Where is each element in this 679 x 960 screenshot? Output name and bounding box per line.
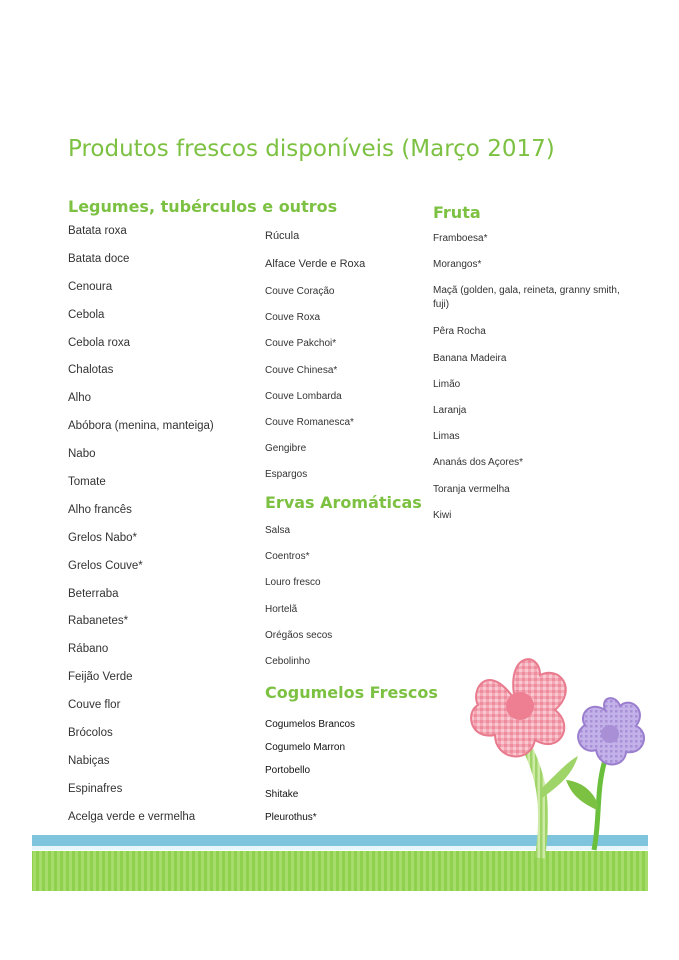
list-item: Acelga verde e vermelha [68, 810, 196, 823]
list-item: Nabiças [68, 754, 110, 767]
list-item: Maçã (golden, gala, reineta, granny smith, fuji) [433, 285, 620, 311]
list-item: Pêra Rocha [433, 326, 486, 338]
list-item: Kiwi [433, 509, 452, 521]
list-item: Framboesa* [433, 233, 488, 244]
list-item: Shitake [265, 788, 299, 800]
list-item: Batata doce [68, 252, 130, 265]
list-item: Feijão Verde [68, 671, 133, 684]
list-item: Rabanetes* [68, 615, 129, 628]
list-item: Hortelã [265, 603, 298, 615]
list-item: Alho francês [68, 503, 132, 516]
list-item: Laranja [433, 404, 467, 416]
list-item: Banana Madeira [433, 352, 507, 364]
list-item: Couve Pakchoi* [265, 338, 337, 350]
list-item: Alface Verde e Roxa [265, 258, 366, 270]
list-item: Couve Lombarda [265, 390, 342, 402]
list-item: Tomate [68, 476, 106, 489]
list-item: Brócolos [68, 727, 113, 740]
list-item: Cogumelos Brancos [265, 719, 356, 730]
list-item: Espinafres [68, 782, 123, 795]
list-item: Chalotas [68, 364, 114, 377]
ervas-heading: Ervas Aromáticas [265, 493, 422, 512]
purple-flower [566, 698, 644, 850]
list-item: Cebolinho [265, 655, 311, 667]
list-item: Coentros* [265, 551, 310, 563]
list-item: Cebola [68, 308, 105, 321]
list-item: Grelos Nabo* [68, 531, 138, 544]
list-item: Cebola roxa [68, 336, 131, 349]
cogumelos-heading: Cogumelos Frescos [265, 683, 438, 702]
list-item: Espargos [265, 469, 308, 481]
blue-band [32, 835, 648, 846]
list-item: Toranja vermelha [433, 483, 510, 495]
list-item: Orégãos secos [265, 629, 333, 641]
list-item: Nabo [68, 448, 96, 461]
list-item: Rúcula [265, 230, 300, 242]
list-item: Gengibre [265, 443, 307, 455]
list-item: Alho [68, 392, 92, 405]
list-item: Cogumelo Marron [265, 742, 346, 754]
list-item: Couve flor [68, 699, 121, 712]
list-item: Ananás dos Açores* [433, 457, 524, 469]
list-item: Grelos Couve* [68, 559, 143, 572]
legumes-heading: Legumes, tubérculos e outros [68, 197, 338, 216]
green-band [32, 851, 648, 891]
list-item: Portobello [265, 765, 311, 777]
list-item: Batata roxa [68, 225, 127, 237]
list-item: Couve Chinesa* [265, 364, 338, 376]
list-item: Morangos* [433, 259, 482, 271]
list-item: Couve Romanesca* [265, 416, 354, 428]
fruta-heading: Fruta [433, 203, 481, 222]
list-item: Limão [433, 378, 461, 390]
list-item: Abóbora (menina, manteiga) [68, 420, 214, 433]
list-item: Couve Coração [265, 286, 335, 297]
pink-flower [471, 659, 578, 858]
list-item: Louro fresco [265, 577, 321, 589]
list-item: Cenoura [68, 280, 113, 293]
list-item: Limas [433, 431, 460, 443]
list-item: Rábano [68, 643, 109, 656]
list-item: Pleurothus* [265, 811, 317, 823]
list-item: Couve Roxa [265, 312, 321, 324]
list-item: Beterraba [68, 587, 119, 600]
list-item: Salsa [265, 525, 291, 536]
page-title: Produtos frescos disponíveis (Março 2017) [68, 136, 555, 162]
